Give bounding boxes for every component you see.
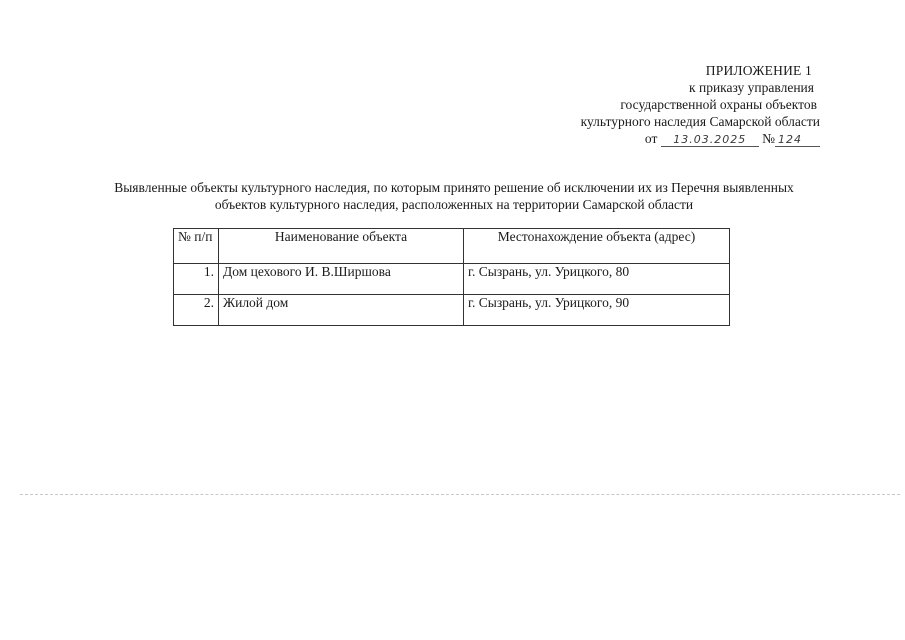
row-address: г. Сызрань, ул. Урицкого, 80	[464, 264, 730, 295]
row-name: Жилой дом	[219, 295, 464, 326]
table-header-row	[174, 229, 730, 264]
heading-line-1: Выявленные объекты культурного наследия, по которым принято решение об исключении их из Перечня выявленных	[114, 180, 794, 195]
heading-line-2: объектов культурного наследия, расположенных на территории Самарской области	[214, 197, 694, 212]
row-num: 1.	[174, 264, 219, 295]
row-num: 2.	[174, 295, 219, 326]
row-name: Дом цехового И. В.Ширшова	[219, 264, 464, 295]
document-heading	[74, 179, 834, 213]
header-num: № п/п	[174, 229, 219, 264]
date-prefix: от	[644, 131, 658, 146]
header-address: Местонахождение объекта (адрес)	[464, 229, 730, 264]
objects-table	[173, 228, 730, 326]
page-divider	[20, 494, 900, 495]
number-value: 124	[775, 133, 820, 147]
row-address: г. Сызрань, ул. Урицкого, 90	[464, 295, 730, 326]
appendix-line-department: государственной охраны объектов	[620, 97, 817, 112]
date-value: 13.03.2025	[661, 133, 759, 147]
appendix-date-line	[520, 130, 820, 147]
table-row	[174, 264, 730, 295]
appendix-block	[520, 62, 820, 147]
appendix-line-order: к приказу управления	[689, 80, 814, 95]
appendix-line-region: культурного наследия Самарской области	[580, 114, 820, 129]
table-row	[174, 295, 730, 326]
appendix-title: ПРИЛОЖЕНИЕ 1	[705, 63, 812, 78]
header-name: Наименование объекта	[219, 229, 464, 264]
number-prefix: №	[762, 131, 775, 146]
